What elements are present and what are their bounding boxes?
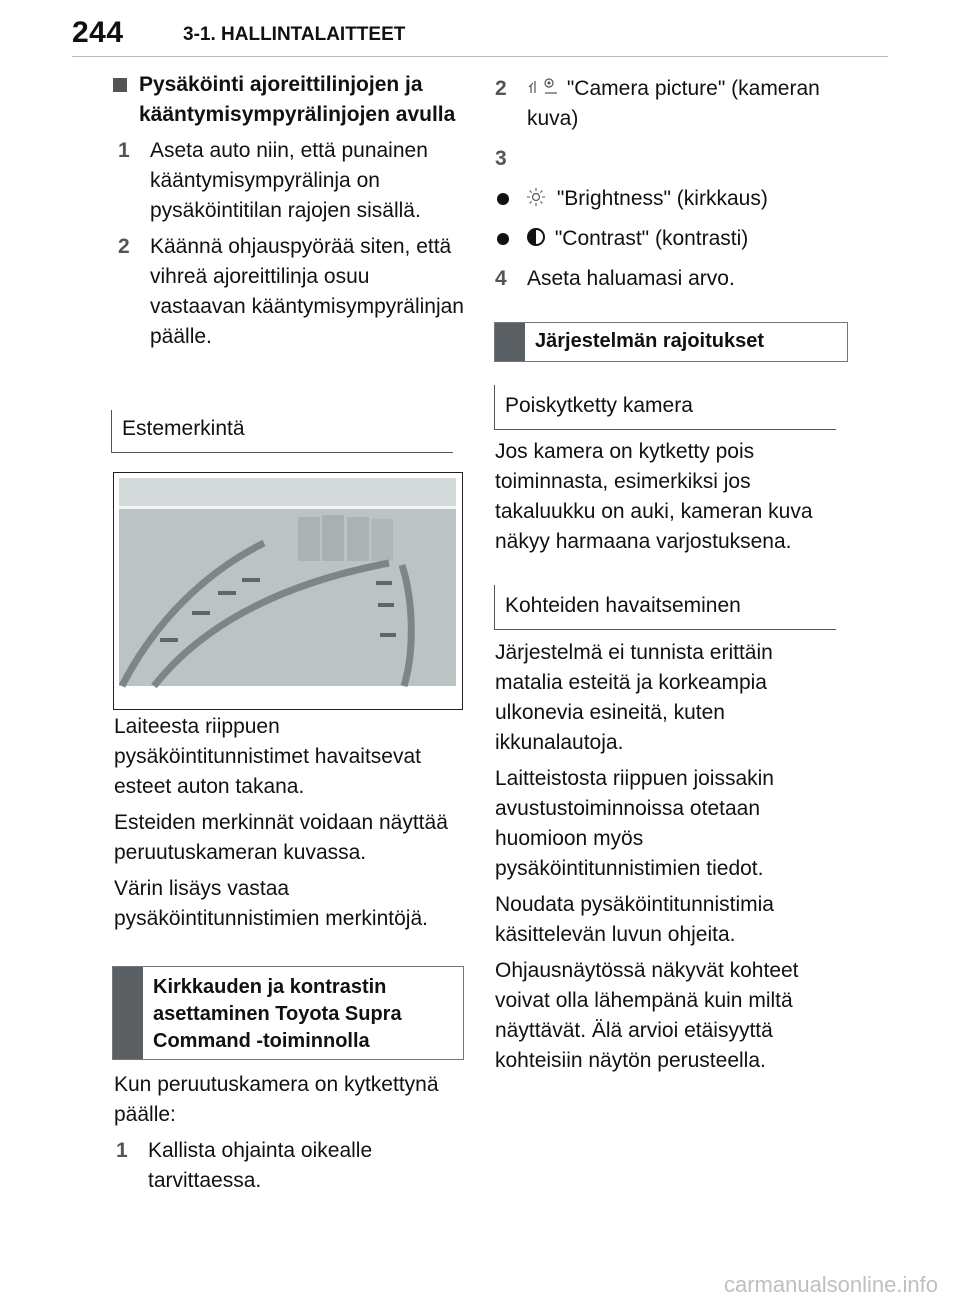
obstacle-marker <box>322 515 344 561</box>
left-column <box>113 70 465 352</box>
distance-marker <box>160 638 178 642</box>
paragraph: Laitteistosta riippuen joissakin avustustoiminnoissa otetaan huomioon myös pysäköintitunnistimien tiedot. <box>495 767 774 880</box>
left-bottom <box>114 1070 464 1196</box>
bullet-dot-icon <box>497 233 509 245</box>
bullet-brightness: "Brightness" (kirkkaus) <box>495 184 845 214</box>
obstacle-marker <box>298 517 320 561</box>
curb-line <box>119 506 456 509</box>
left-paragraphs <box>114 712 468 934</box>
step-2-camera: 2 "Camera picture" (kameran kuva) <box>495 77 820 130</box>
page-number: 244 <box>72 16 124 49</box>
paragraph: Laiteesta riippuen pysäköintitunnistimet havaitsevat esteet auton takana. <box>114 715 421 798</box>
section-heading: Pysäköinti ajoreittilinjojen ja kääntymisympyrälinjojen avulla <box>113 70 465 130</box>
sun-icon <box>525 186 551 206</box>
paragraph: Värin lisäys vastaa pysäköintitunnistimien merkintöjä. <box>114 877 428 930</box>
box-bar <box>495 323 525 361</box>
distance-marker <box>242 578 260 582</box>
right-paragraphs <box>495 638 845 1076</box>
header-rule <box>72 56 888 57</box>
step-after-1: 1 Kallista ohjainta oikealle tarvittaessa. <box>116 1139 373 1192</box>
obstacle-marker <box>347 517 369 561</box>
camera-image <box>114 473 461 708</box>
paragraph: Noudata pysäköintitunnistimia käsittelevän luvun ohjeita. <box>495 893 774 946</box>
subheading-object-detection: Kohteiden havaitseminen <box>494 585 836 630</box>
distance-marker <box>380 633 396 637</box>
distance-marker <box>378 603 394 607</box>
step-2: 2 Käännä ohjauspyörää siten, että vihreä ajoreittilinja osuu vastaavan kääntymisympyrälinjan päälle. <box>118 235 464 348</box>
section-title: 3-1. HALLINTALAITTEET <box>183 24 406 45</box>
subheading-estemerkinta: Estemerkintä <box>111 410 453 453</box>
distance-marker <box>192 611 210 615</box>
box-brightness-contrast <box>112 966 464 1060</box>
camera-illustration <box>113 472 463 710</box>
square-bullet-icon <box>113 78 127 92</box>
step-3: 3 <box>495 147 507 170</box>
step-4: 4 Aseta haluamasi arvo. <box>495 267 735 290</box>
right-column-top <box>495 74 845 294</box>
step-1: 1 Aseta auto niin, että punainen kääntymisympyrälinja on pysäköintitilan rajojen sisällä. <box>118 139 428 222</box>
contrast-icon <box>525 226 549 246</box>
bullet-dot-icon <box>497 193 509 205</box>
camera-settings-icon <box>527 75 561 95</box>
paragraph: Ohjausnäytössä näkyvät kohteet voivat olla lähempänä kuin miltä näyttävät. Älä arvioi etäisyyttä kohteisiin näytön perusteella. <box>495 959 799 1072</box>
obstacle-marker <box>371 519 393 561</box>
distance-marker <box>376 581 392 585</box>
paragraph: Järjestelmä ei tunnista erittäin matalia esteitä ja korkeampia ulkonevia esineitä, kuten ikkunalautoja. <box>495 641 773 754</box>
background-wall <box>119 478 456 506</box>
box-title: Järjestelmän rajoitukset <box>535 330 764 352</box>
distance-marker <box>218 591 236 595</box>
bullet-contrast: "Contrast" (kontrasti) <box>495 224 845 254</box>
watermark: carmanualsonline.info <box>723 1272 938 1297</box>
paragraph: Jos kamera on kytketty pois toiminnasta, esimerkiksi jos takaluukku on auki, kameran kuva näkyy harmaana varjostuksena. <box>495 440 813 553</box>
box-bar <box>113 967 143 1059</box>
paragraph: Esteiden merkinnät voidaan näyttää peruutuskameran kuvassa. <box>114 811 448 864</box>
box-title: Kirkkauden ja kontrastin asettaminen Toyota Supra Command -toiminnolla <box>153 976 402 1052</box>
paragraph: Kun peruutuskamera on kytkettynä päälle: <box>114 1073 439 1126</box>
box-system-limits <box>494 322 848 362</box>
subheading-camera-off: Poiskytketty kamera <box>494 385 836 430</box>
